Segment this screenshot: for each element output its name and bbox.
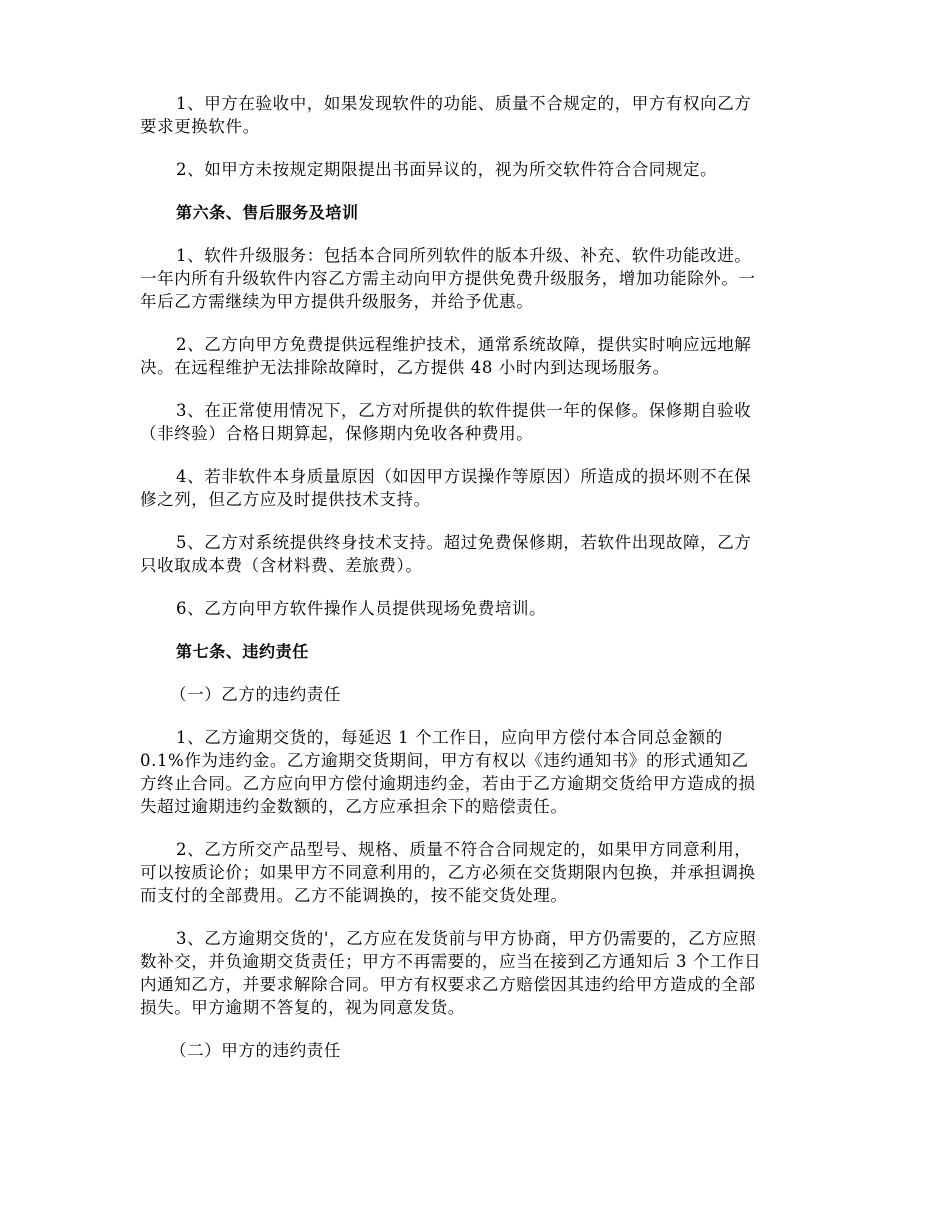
- text-line: 3、乙方逾期交货的'，乙方应在发货前与甲方协商，甲方仍需要的，乙方应照: [176, 929, 757, 948]
- text-line: 而支付的全部费用。乙方不能调换的，按不能交货处理。: [140, 886, 568, 905]
- text-line: 1、软件升级服务：包括本合同所列软件的版本升级、补充、软件功能改进。: [176, 246, 752, 265]
- text-line: 年后乙方需继续为甲方提供升级服务，并给予优惠。: [140, 292, 534, 311]
- subheading-party-a: [140, 1039, 813, 1062]
- text-line: 2、如甲方未按规定期限提出书面异议的，视为所交软件符合合同规定。: [176, 160, 718, 179]
- text-line: 只收取成本费（含材料费、差旅费）。: [140, 556, 423, 575]
- text-line: 3、在正常使用情况下，乙方对所提供的软件提供一年的保修。保修期自验收: [176, 401, 752, 420]
- paragraph-service-5: [140, 531, 813, 577]
- paragraph-service-4: [140, 465, 813, 511]
- paragraph-liability-1: [140, 726, 813, 818]
- text-line: 数补交，并负逾期交货责任；甲方不再需要的，应当在接到乙方通知后 3 个工作日: [140, 952, 762, 971]
- subsection-heading: （二）甲方的违约责任: [170, 1041, 341, 1060]
- text-line: 决。在远程维护无法排除故障时，乙方提供 48 小时内到达现场服务。: [140, 358, 670, 377]
- paragraph-liability-2: [140, 838, 813, 907]
- text-line: 1、乙方逾期交货的，每延迟 1 个工作日，应向甲方偿付本合同总金额的: [176, 728, 723, 747]
- text-line: 0.1%作为违约金。乙方逾期交货期间，甲方有权以《违约通知书》的形式通知乙: [140, 751, 749, 770]
- paragraph-service-3: [140, 399, 813, 445]
- section-heading: 第七条、违约责任: [176, 642, 309, 661]
- paragraph-service-2: [140, 333, 813, 379]
- text-line: 要求更换软件。: [140, 117, 260, 136]
- section-heading: 第六条、售后服务及培训: [176, 203, 359, 222]
- section-heading-article-7: [140, 640, 813, 663]
- text-line: 方终止合同。乙方应向甲方偿付逾期违约金，若由于乙方逾期交货给甲方造成的损: [140, 774, 756, 793]
- section-heading-article-6: [140, 201, 813, 224]
- text-line: 一年内所有升级软件内容乙方需主动向甲方提供免费升级服务，增加功能除外。一: [140, 269, 756, 288]
- text-line: 可以按质论价；如果甲方不同意利用的，乙方必须在交货期限内包换，并承担调换: [140, 863, 756, 882]
- paragraph-acceptance-2: [140, 158, 813, 181]
- text-line: 失超过逾期违约金数额的，乙方应承担余下的赔偿责任。: [140, 797, 568, 816]
- text-line: 6、乙方向甲方软件操作人员提供现场免费培训。: [176, 599, 547, 618]
- text-line: 4、若非软件本身质量原因（如因甲方误操作等原因）所造成的损坏则不在保: [176, 467, 752, 486]
- text-line: 内通知乙方，并要求解除合同。甲方有权要求乙方赔偿因其违约给甲方造成的全部: [140, 975, 756, 994]
- text-line: 损失。甲方逾期不答复的，视为同意发货。: [140, 998, 465, 1017]
- text-line: 5、乙方对系统提供终身技术支持。超过免费保修期，若软件出现故障，乙方: [176, 533, 752, 552]
- subheading-party-b: [140, 683, 813, 706]
- subsection-heading: （一）乙方的违约责任: [170, 685, 341, 704]
- paragraph-service-6: [140, 597, 813, 620]
- text-line: 2、乙方所交产品型号、规格、质量不符合合同规定的，如果甲方同意利用，: [176, 840, 752, 859]
- text-line: （非终验）合格日期算起，保修期内免收各种费用。: [140, 424, 534, 443]
- text-line: 1、甲方在验收中，如果发现软件的功能、质量不合规定的，甲方有权向乙方: [176, 94, 752, 113]
- paragraph-liability-3: [140, 927, 813, 1019]
- paragraph-service-1: [140, 244, 813, 313]
- paragraph-acceptance-1: [140, 92, 813, 138]
- text-line: 2、乙方向甲方免费提供远程维护技术，通常系统故障，提供实时响应远地解: [176, 335, 752, 354]
- text-line: 修之列，但乙方应及时提供技术支持。: [140, 490, 431, 509]
